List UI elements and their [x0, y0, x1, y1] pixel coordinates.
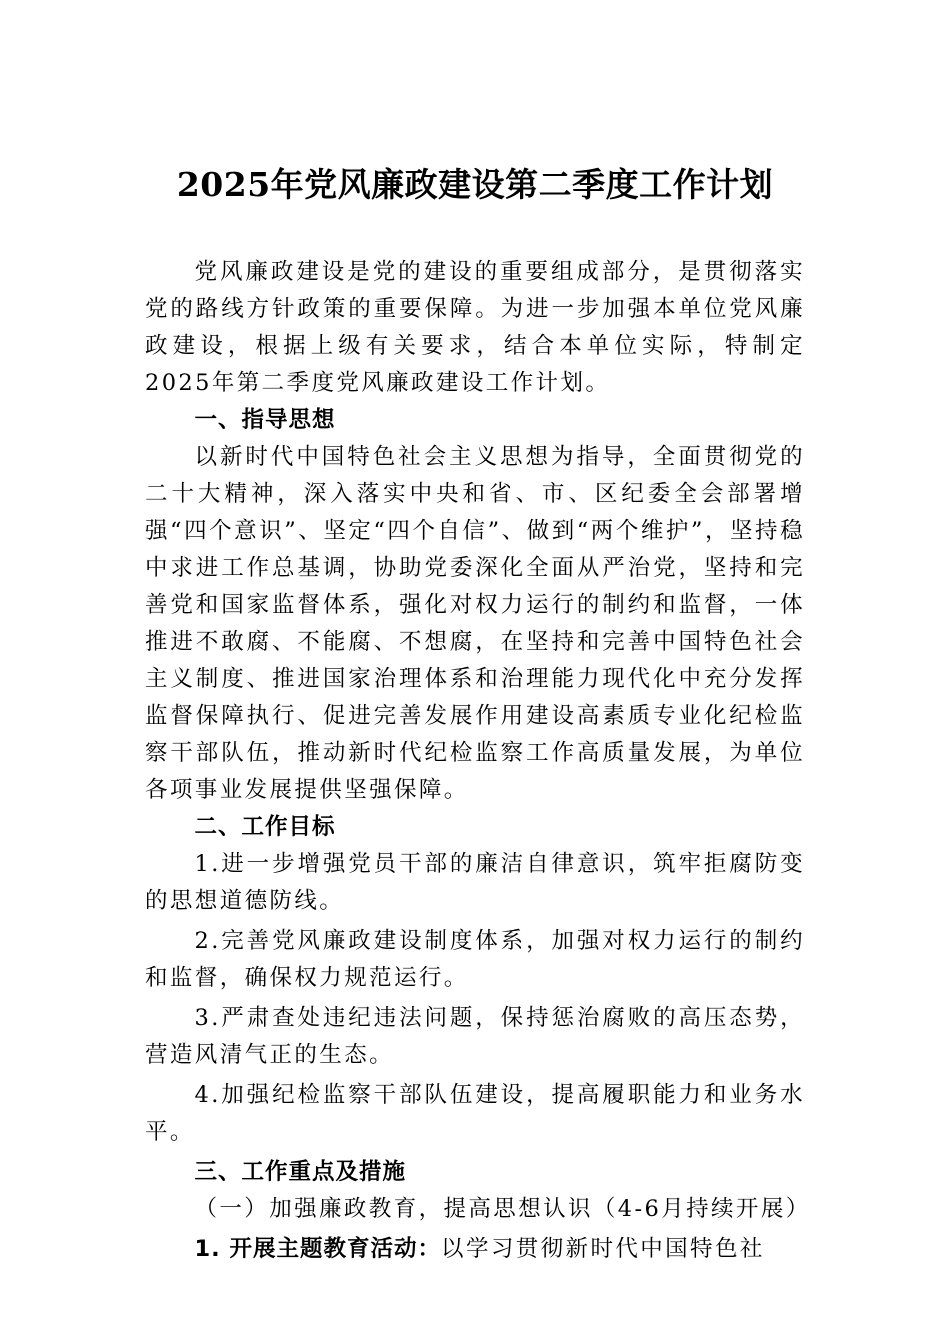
section-heading-work-goals: 二、工作目标: [194, 814, 336, 840]
subsection-heading-integrity-education: （一）加强廉政教育，提高思想认识（4-6月持续开展）: [194, 1196, 811, 1222]
guiding-ideology-paragraph: 以新时代中国特色社会主义思想为指导，全面贯彻党的二十大精神，深入落实中央和省、市、区纪委全会部署增强“四个意识”、坚定“四个自信”、做到“两个维护”，坚持稳中求进工作总基调，协助党委深化全面从严治党，坚持和完善党和国家监督体系，强化对权力运行的制约和监督，一体推进不敢腐、不能腐、不想腐，在坚持和完善中国特色社会主义制度、推进国家治理体系和治理能力现代化中充分发挥监督保障执行、促进完善发展作用建设高素质专业化纪检监察干部队伍，推动新时代纪检监察工作高质量发展，为单位各项事业发展提供坚强保障。: [145, 444, 805, 803]
key-task-item-1-text: 以学习贯彻新时代中国特色社: [441, 1236, 765, 1262]
goal-item-1: 1.进一步增强党员干部的廉洁自律意识，筑牢拒腐防变的思想道德防线。: [145, 851, 805, 914]
key-task-item-1-label: 1. 开展主题教育活动：: [194, 1236, 442, 1262]
goal-item-3: 3.严肃查处违纪违法问题，保持惩治腐败的高压态势，营造风清气正的生态。: [145, 1005, 805, 1068]
intro-paragraph: 党风廉政建设是党的建设的重要组成部分，是贯彻落实党的路线方针政策的重要保障。为进一步加强本单位党风廉政建设，根据上级有关要求，结合本单位实际，特制定2025年第二季度党风廉政建设工作计划。: [145, 259, 805, 396]
document-body: [145, 254, 811, 1268]
document-title: 2025年党风廉政建设第二季度工作计划: [176, 165, 774, 204]
goal-item-4: 4.加强纪检监察干部队伍建设，提高履职能力和业务水平。: [145, 1082, 805, 1145]
goal-item-2: 2.完善党风廉政建设制度体系，加强对权力运行的制约和监督，确保权力规范运行。: [145, 928, 805, 991]
section-heading-guiding-ideology: 一、指导思想: [194, 407, 336, 433]
section-heading-key-tasks: 三、工作重点及措施: [194, 1159, 407, 1185]
key-task-item-1: [145, 1231, 805, 1268]
